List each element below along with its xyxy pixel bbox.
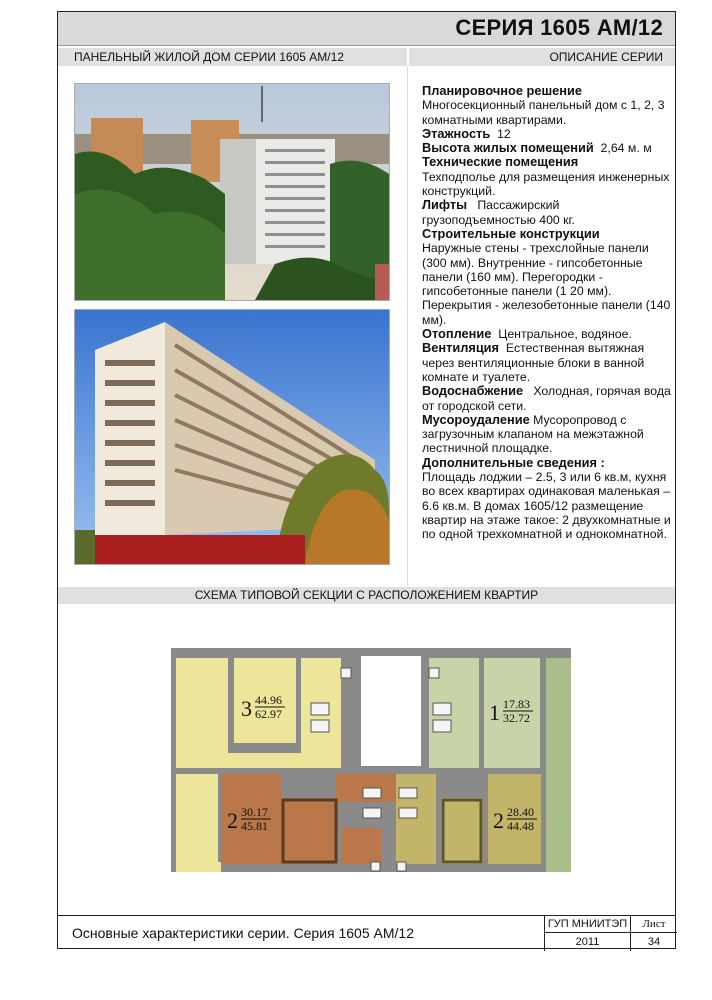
- footer-year: 2011: [544, 933, 630, 951]
- column-divider: [407, 66, 408, 586]
- desc-heading-lifts: Лифты: [422, 197, 468, 213]
- apt-2a-total: 45.81: [241, 819, 268, 833]
- desc-heading-water: Водоснабжение: [422, 383, 524, 399]
- desc-heading-heating: Отопление: [422, 326, 492, 342]
- apt-1-living: 17.83: [503, 697, 530, 711]
- footer-sheet-label: Лист: [630, 916, 677, 933]
- footer-organization: ГУП МНИИТЭП: [544, 916, 630, 933]
- scheme-title: СХЕМА ТИПОВОЙ СЕКЦИИ С РАСПОЛОЖЕНИЕМ КВАРТИР: [58, 587, 675, 604]
- desc-heading-tech: Технические помещения: [422, 154, 579, 170]
- desc-text-waste: Мусоропровод с загрузочным клапаном на межэтажной лестничной площадке.: [422, 412, 644, 456]
- apt-1-rooms: 1: [489, 700, 500, 725]
- building-photo-street: [74, 309, 390, 565]
- apt-2a-rooms: 2: [227, 808, 238, 833]
- desc-text-extra: Площадь лоджии – 2.5, 3 или 6 кв.м, кухня во всех квартирах одинаковая маленькая – 6.6 кв.м. В домах 1605/12 размещение квартир на этаже такое: 2 двухкомнатные и по одной трехкомнатной и однокомнатной.: [422, 470, 671, 542]
- desc-text-water: Холодная, горячая вода от городской сети.: [422, 384, 671, 413]
- apt-3-living: 44.96: [255, 693, 282, 707]
- desc-text-height: 2,64 м. м: [600, 141, 652, 156]
- desc-heading-extra: Дополнительные сведения :: [422, 454, 605, 470]
- apt-3-rooms: 3: [241, 696, 252, 721]
- desc-text-lifts: Пассажирский грузоподъемностью 400 кг.: [422, 198, 575, 227]
- desc-text-structures: Наружные стены - трехслойные панели (300 мм). Внутренние - гипсобетонные панели (160 мм). Перегородки - гипсобетонные панели (1 20 мм). Перекрытия - железобетонные панели (140 мм).: [422, 241, 671, 327]
- apt-1-total: 32.72: [503, 711, 530, 725]
- desc-heading-structures: Строительные конструкции: [422, 225, 600, 241]
- desc-text-floors: 12: [497, 126, 511, 141]
- subheader-bar: [58, 48, 675, 66]
- desc-heading-floors: Этажность: [422, 125, 491, 141]
- apt-2a-living: 30.17: [241, 805, 268, 819]
- page-frame: [57, 11, 676, 949]
- subheader-left: ПАНЕЛЬНЫЙ ЖИЛОЙ ДОМ СЕРИИ 1605 АМ/12: [74, 50, 344, 64]
- desc-text-layout: Многосекционный панельный дом с 1, 2, 3 комнатными квартирами.: [422, 98, 665, 127]
- desc-text-tech: Техподполье для размещения инженерных конструкций.: [422, 169, 670, 199]
- apt-2b-rooms: 2: [493, 808, 504, 833]
- floor-plan: [171, 648, 571, 872]
- desc-heading-ventilation: Вентиляция: [422, 340, 500, 356]
- building-photo-aerial: [74, 83, 390, 301]
- apt-3-total: 62.97: [255, 707, 282, 721]
- series-description: [422, 84, 672, 542]
- title-block: [58, 915, 675, 951]
- desc-heading-height: Высота жилых помещений: [422, 140, 594, 156]
- subheader-right: ОПИСАНИЕ СЕРИИ: [549, 50, 663, 64]
- title-bar: [58, 12, 675, 46]
- page-title: СЕРИЯ 1605 АМ/12: [455, 15, 663, 40]
- desc-heading-waste: Мусороудаление: [422, 411, 530, 427]
- footer-sheet-number: 34: [630, 933, 677, 951]
- footer-caption: Основные характеристики серии. Серия 1605 АМ/12: [72, 925, 414, 941]
- apt-2b-living: 28.40: [507, 805, 534, 819]
- subheader-separator: [407, 48, 409, 66]
- desc-text-ventilation: Естественная вытяжная через вентиляционные блоки в ванной комнате и туалете.: [422, 341, 645, 384]
- desc-heading-layout: Планировочное решение: [422, 83, 582, 98]
- desc-text-heating: Центральное, водяное.: [498, 327, 632, 342]
- apt-2b-total: 44.48: [507, 819, 534, 833]
